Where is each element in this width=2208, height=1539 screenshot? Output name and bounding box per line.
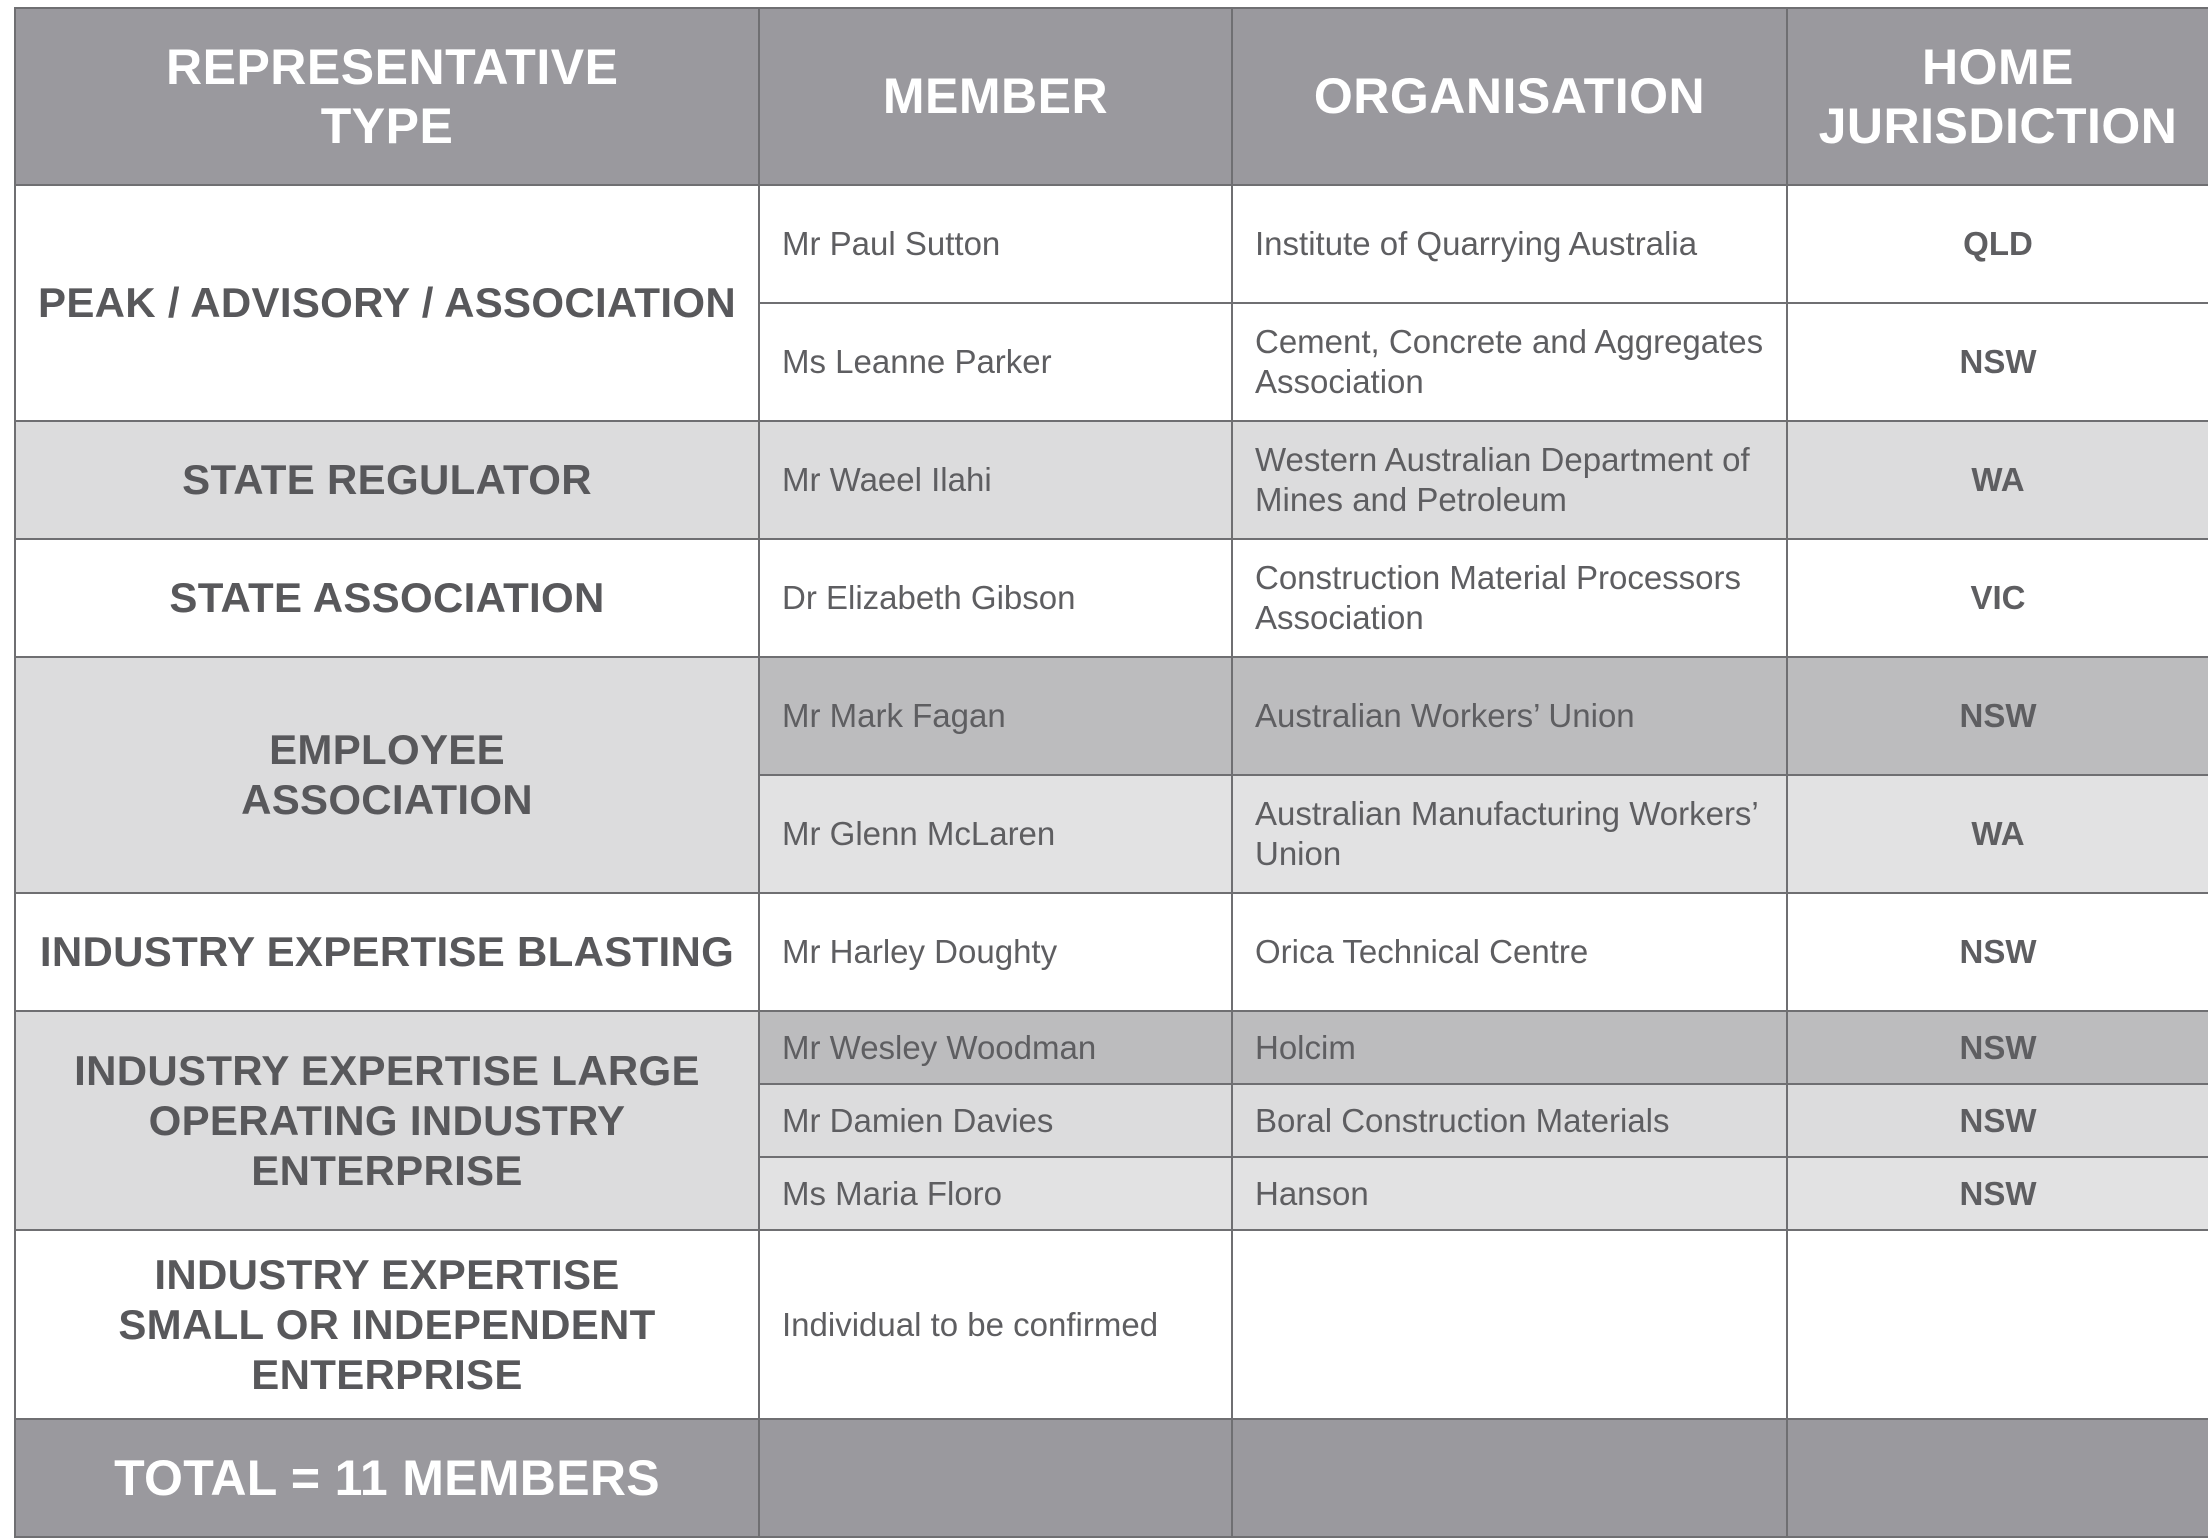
member-cell: Mr Glenn McLaren	[759, 775, 1232, 893]
jurisdiction-cell: NSW	[1787, 1011, 2208, 1084]
jurisdiction-cell: NSW	[1787, 1084, 2208, 1157]
organisation-cell: Construction Material Processors Association	[1232, 539, 1787, 657]
jurisdiction-cell: QLD	[1787, 185, 2208, 303]
header-member: MEMBER	[759, 8, 1232, 185]
jurisdiction-cell: WA	[1787, 775, 2208, 893]
jurisdiction-cell: NSW	[1787, 1157, 2208, 1230]
table-row	[15, 657, 2208, 775]
group-industry-expertise-large: INDUSTRY EXPERTISE LARGE OPERATING INDUSTRY ENTERPRISE	[15, 1011, 759, 1230]
member-cell: Mr Wesley Woodman	[759, 1011, 1232, 1084]
group-peak-advisory-association: PEAK / ADVISORY / ASSOCIATION	[15, 185, 759, 421]
organisation-cell: Orica Technical Centre	[1232, 893, 1787, 1011]
group-state-regulator: STATE REGULATOR	[15, 421, 759, 539]
jurisdiction-cell: VIC	[1787, 539, 2208, 657]
total-label: TOTAL = 11 MEMBERS	[15, 1419, 759, 1537]
members-table-container	[14, 7, 2208, 1538]
group-industry-expertise-small: INDUSTRY EXPERTISE SMALL OR INDEPENDENT ENTERPRISE	[15, 1230, 759, 1419]
organisation-cell: Australian Manufacturing Workers’ Union	[1232, 775, 1787, 893]
group-employee-association: EMPLOYEE ASSOCIATION	[15, 657, 759, 893]
table-row	[15, 421, 2208, 539]
organisation-cell	[1232, 1230, 1787, 1419]
jurisdiction-cell: NSW	[1787, 303, 2208, 421]
organisation-cell: Hanson	[1232, 1157, 1787, 1230]
total-empty-cell	[1232, 1419, 1787, 1537]
jurisdiction-cell: WA	[1787, 421, 2208, 539]
member-cell: Mr Paul Sutton	[759, 185, 1232, 303]
table-row	[15, 539, 2208, 657]
header-row	[15, 8, 2208, 185]
member-cell: Dr Elizabeth Gibson	[759, 539, 1232, 657]
members-table	[14, 7, 2208, 1538]
header-representative-type: REPRESENTATIVE TYPE	[15, 8, 759, 185]
header-home-jurisdiction: HOME JURISDICTION	[1787, 8, 2208, 185]
table-row	[15, 893, 2208, 1011]
group-industry-expertise-blasting: INDUSTRY EXPERTISE BLASTING	[15, 893, 759, 1011]
jurisdiction-cell	[1787, 1230, 2208, 1419]
member-cell: Ms Maria Floro	[759, 1157, 1232, 1230]
organisation-cell: Boral Construction Materials	[1232, 1084, 1787, 1157]
organisation-cell: Australian Workers’ Union	[1232, 657, 1787, 775]
table-row	[15, 1011, 2208, 1084]
member-cell: Mr Damien Davies	[759, 1084, 1232, 1157]
member-cell: Individual to be confirmed	[759, 1230, 1232, 1419]
jurisdiction-cell: NSW	[1787, 893, 2208, 1011]
member-cell: Ms Leanne Parker	[759, 303, 1232, 421]
organisation-cell: Western Australian Department of Mines and Petroleum	[1232, 421, 1787, 539]
member-cell: Mr Harley Doughty	[759, 893, 1232, 1011]
total-row	[15, 1419, 2208, 1537]
organisation-cell: Holcim	[1232, 1011, 1787, 1084]
total-empty-cell	[759, 1419, 1232, 1537]
total-empty-cell	[1787, 1419, 2208, 1537]
member-cell: Mr Waeel Ilahi	[759, 421, 1232, 539]
group-state-association: STATE ASSOCIATION	[15, 539, 759, 657]
header-organisation: ORGANISATION	[1232, 8, 1787, 185]
table-row	[15, 1230, 2208, 1419]
organisation-cell: Cement, Concrete and Aggregates Association	[1232, 303, 1787, 421]
table-row	[15, 185, 2208, 303]
organisation-cell: Institute of Quarrying Australia	[1232, 185, 1787, 303]
jurisdiction-cell: NSW	[1787, 657, 2208, 775]
member-cell: Mr Mark Fagan	[759, 657, 1232, 775]
